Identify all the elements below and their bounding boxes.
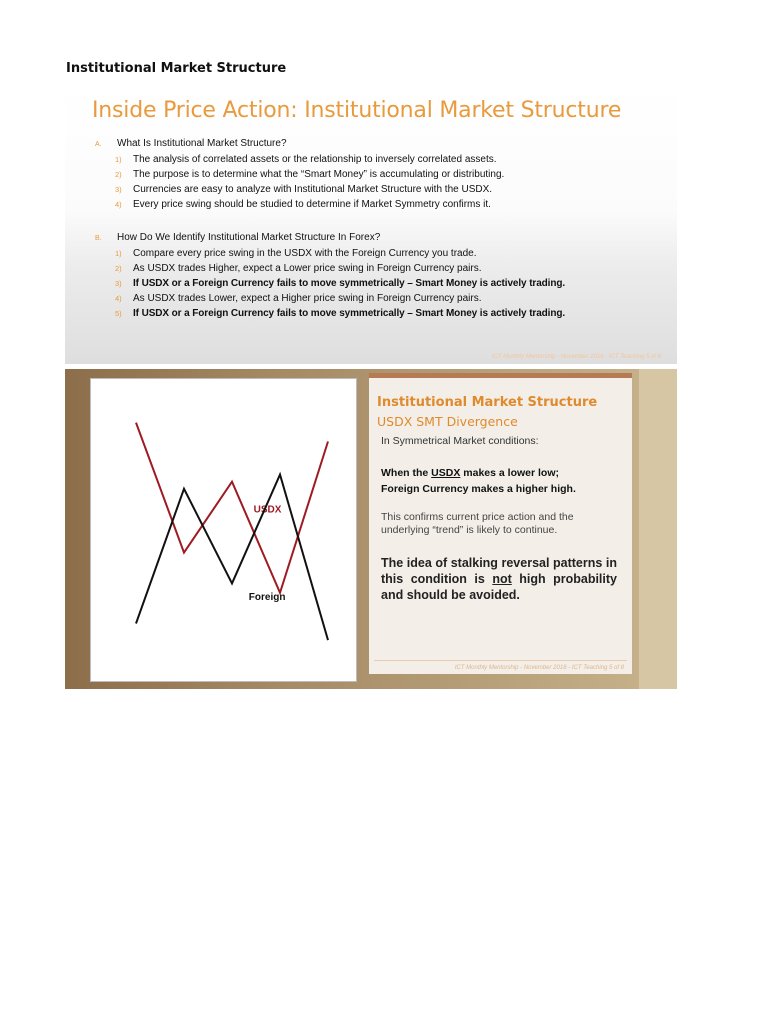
section-b — [95, 232, 565, 323]
slide1-title: Inside Price Action: Institutional Market Structure — [92, 98, 622, 123]
confirm-line-2: underlying “trend” is likely to continue. — [381, 524, 558, 536]
series-line-usdx — [136, 423, 328, 593]
section-title: What Is Institutional Market Structure? — [117, 138, 287, 149]
usdx-underlined: USDX — [431, 467, 461, 479]
item-text: The analysis of correlated assets or the relationship to inversely correlated assets. — [133, 154, 497, 165]
item-number: 1) — [115, 155, 122, 164]
document-heading: Institutional Market Structure — [66, 61, 287, 76]
item-text: Every price swing should be studied to determine if Market Symmetry confirms it. — [133, 199, 491, 210]
item-number: 3) — [115, 279, 122, 288]
when-text: When the — [381, 467, 432, 479]
divergence-statement — [381, 465, 576, 497]
item-number: 1) — [115, 249, 122, 258]
item-number: 4) — [115, 294, 122, 303]
item-text: Currencies are easy to analyze with Institutional Market Structure with the USDX. — [133, 184, 493, 195]
list-item — [115, 278, 565, 293]
idea-text-start: The idea of stalking reversal patterns in this condition is — [381, 556, 617, 586]
series-label-usdx: USDX — [253, 504, 282, 516]
condition-text: In Symmetrical Market conditions: — [381, 435, 539, 447]
list-item — [115, 293, 565, 308]
item-number: 3) — [115, 185, 122, 194]
background-strip — [639, 369, 677, 689]
slide-inside-price-action — [65, 86, 677, 364]
list-item — [115, 184, 504, 199]
idea-text — [381, 555, 617, 603]
slide2-subtitle: USDX SMT Divergence — [377, 414, 518, 429]
confirm-line-1: This confirms current price action and the — [381, 511, 574, 523]
list-item — [115, 248, 565, 263]
item-number: 5) — [115, 309, 122, 318]
item-text: If USDX or a Foreign Currency fails to move symmetrically – Smart Money is actively trading. — [133, 308, 566, 319]
item-text: The purpose is to determine what the “Smart Money” is accumulating or distributing. — [133, 169, 505, 180]
list-item — [115, 199, 504, 214]
smt-chart-panel — [90, 378, 357, 682]
slide2-footer: ICT Monthly Mentorship - November 2016 - ICT Teaching 5 of 8 — [454, 665, 624, 671]
list-item — [115, 263, 565, 278]
item-number: 2) — [115, 264, 122, 273]
confirm-text — [381, 511, 574, 537]
slide2-title: Institutional Market Structure — [377, 395, 598, 410]
item-number: 2) — [115, 170, 122, 179]
series-label-foreign: Foreign — [248, 591, 286, 603]
section-title: How Do We Identify Institutional Market Structure In Forex? — [117, 232, 381, 243]
item-number: 4) — [115, 200, 122, 209]
not-underlined: not — [492, 572, 512, 586]
idea-text-end: high probability and should be avoided. — [381, 572, 617, 602]
list-item — [115, 308, 565, 323]
item-text: As USDX trades Higher, expect a Lower price swing in Foreign Currency pairs. — [133, 263, 482, 274]
item-text: Compare every price swing in the USDX with the Foreign Currency you trade. — [133, 248, 477, 259]
smt-divergence-chart — [91, 379, 358, 683]
item-text: If USDX or a Foreign Currency fails to move symmetrically – Smart Money is actively trading. — [133, 278, 566, 289]
foreign-statement: Foreign Currency makes a higher high. — [381, 483, 576, 495]
section-letter: A. — [95, 141, 102, 148]
when-text-end: makes a lower low; — [460, 467, 559, 479]
footer-divider — [374, 660, 627, 661]
list-item — [115, 169, 504, 184]
item-text: As USDX trades Lower, expect a Higher price swing in Foreign Currency pairs. — [133, 293, 482, 304]
list-item — [115, 154, 504, 169]
smt-text-panel — [369, 373, 632, 674]
slide-smt-divergence — [65, 369, 677, 689]
slide1-footer: ICT Monthly Mentorship - November 2016 - ICT Teaching 5 of 8 — [491, 354, 661, 360]
accent-bar — [369, 373, 632, 378]
section-a — [95, 138, 504, 214]
section-letter: B. — [95, 235, 102, 242]
